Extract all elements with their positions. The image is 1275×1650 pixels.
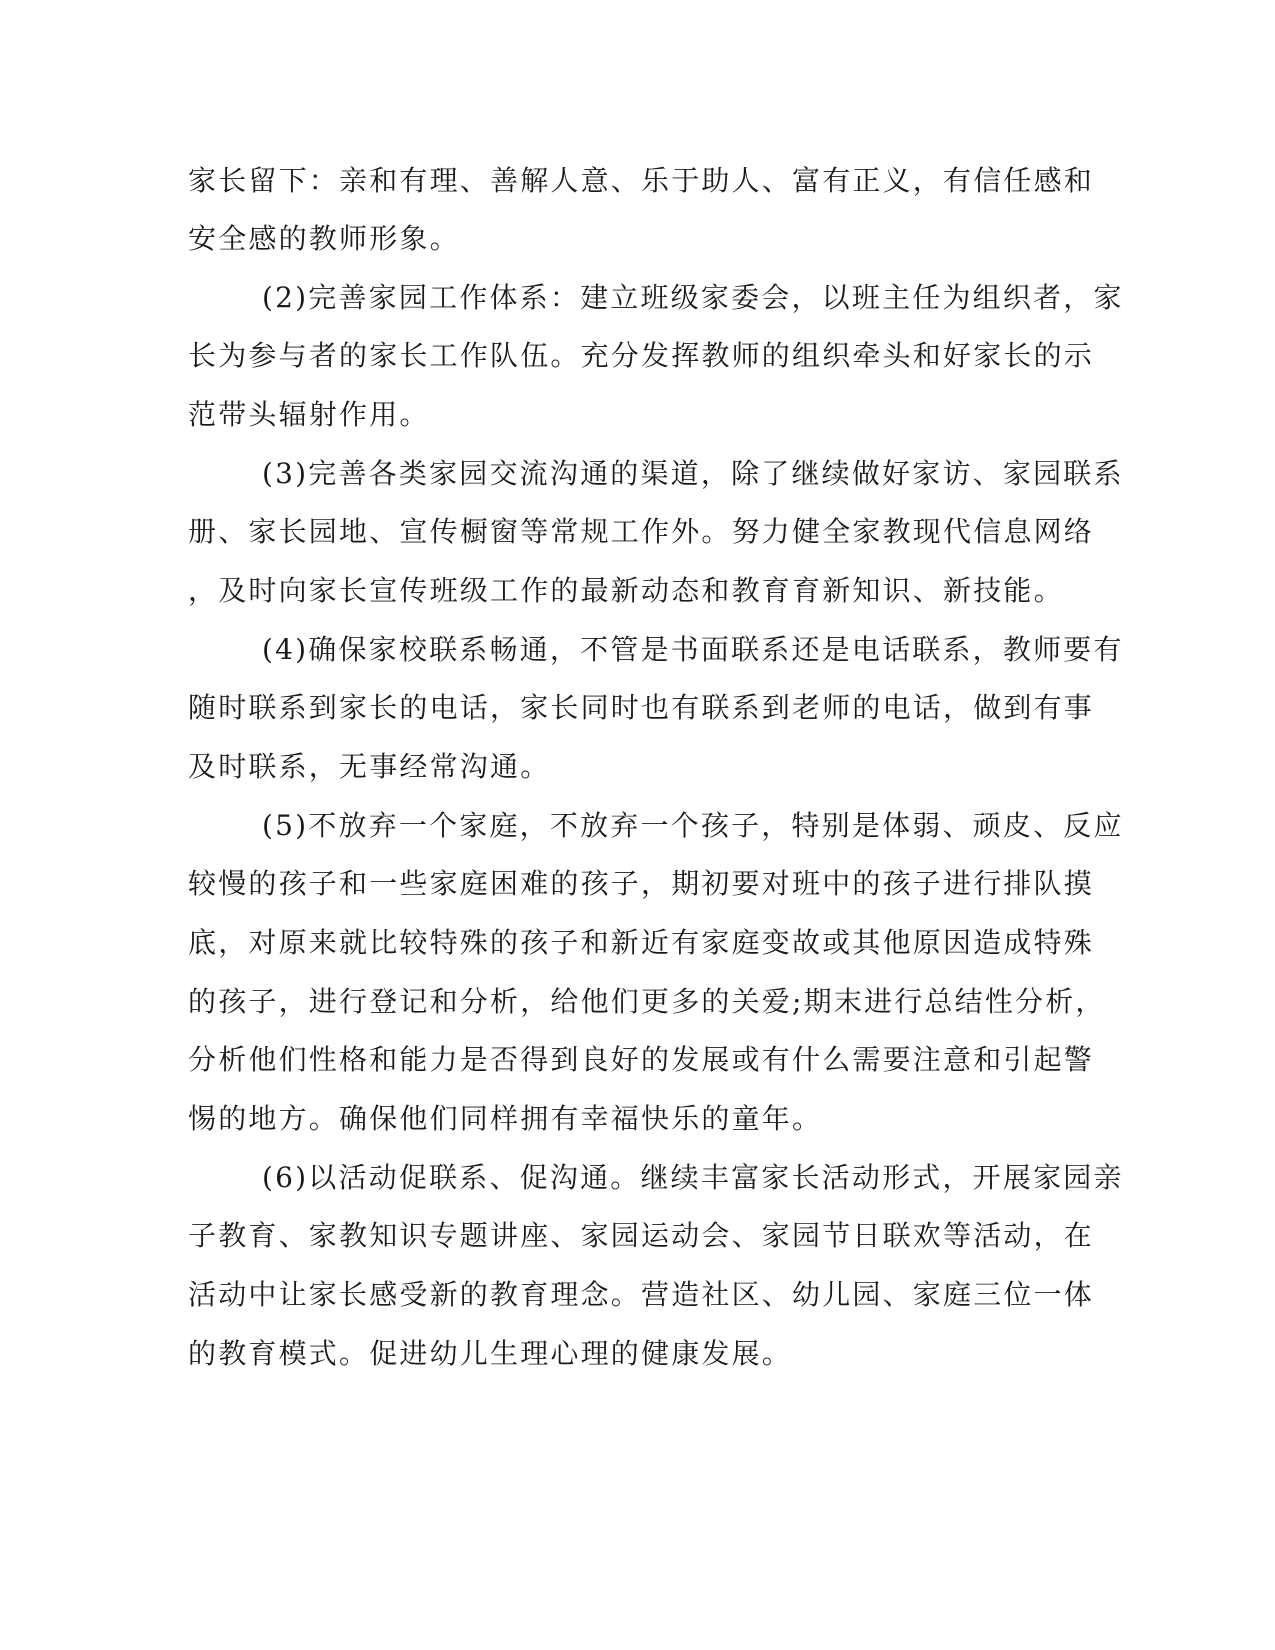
body-text-line: 子教育、家教知识专题讲座、家园运动会、家园节日联欢等活动，在 (188, 1219, 1095, 1252)
paragraph-4-start: (4)确保家校联系畅通，不管是书面联系还是电话联系，教师要有 (262, 633, 1124, 666)
body-text-line: 的孩子，进行登记和分析，给他们更多的关爱;期末进行总结性分析， (188, 985, 1106, 1018)
body-text-line: ，及时向家长宣传班级工作的最新动态和教育育新知识、新技能。 (188, 574, 1064, 607)
body-text-line: 长为参与者的家长工作队伍。充分发挥教师的组织牵头和好家长的示 (188, 339, 1095, 372)
body-text-line: 范带头辐射作用。 (188, 398, 430, 431)
body-text-line: 家长留下：亲和有理、善解人意、乐于助人、富有正义，有信任感和 (188, 164, 1095, 197)
paragraph-6-start: (6)以活动促联系、促沟通。继续丰富家长活动形式，开展家园亲 (262, 1161, 1124, 1194)
body-text-line: 活动中让家长感受新的教育理念。营造社区、幼儿园、家庭三位一体 (188, 1278, 1095, 1311)
body-text-line: 分析他们性格和能力是否得到良好的发展或有什么需要注意和引起警 (188, 1043, 1095, 1076)
paragraph-5-start: (5)不放弃一个家庭，不放弃一个孩子，特别是体弱、顽皮、反应 (262, 809, 1124, 842)
body-text-line: 惕的地方。确保他们同样拥有幸福快乐的童年。 (188, 1102, 823, 1135)
body-text-line: 随时联系到家长的电话，家长同时也有联系到老师的电话，做到有事 (188, 691, 1095, 724)
body-text-line: 底，对原来就比较特殊的孩子和新近有家庭变故或其他原因造成特殊 (188, 926, 1095, 959)
paragraph-2-start: (2)完善家园工作体系：建立班级家委会，以班主任为组织者，家 (262, 281, 1124, 314)
body-text-line: 册、家长园地、宣传橱窗等常规工作外。努力健全家教现代信息网络 (188, 515, 1095, 548)
body-text-line: 较慢的孩子和一些家庭困难的孩子，期初要对班中的孩子进行排队摸 (188, 867, 1095, 900)
body-text-line: 及时联系，无事经常沟通。 (188, 750, 551, 783)
body-text-line: 安全感的教师形象。 (188, 222, 460, 255)
paragraph-3-start: (3)完善各类家园交流沟通的渠道，除了继续做好家访、家园联系 (262, 457, 1124, 490)
body-text-line: 的教育模式。促进幼儿生理心理的健康发展。 (188, 1337, 793, 1370)
